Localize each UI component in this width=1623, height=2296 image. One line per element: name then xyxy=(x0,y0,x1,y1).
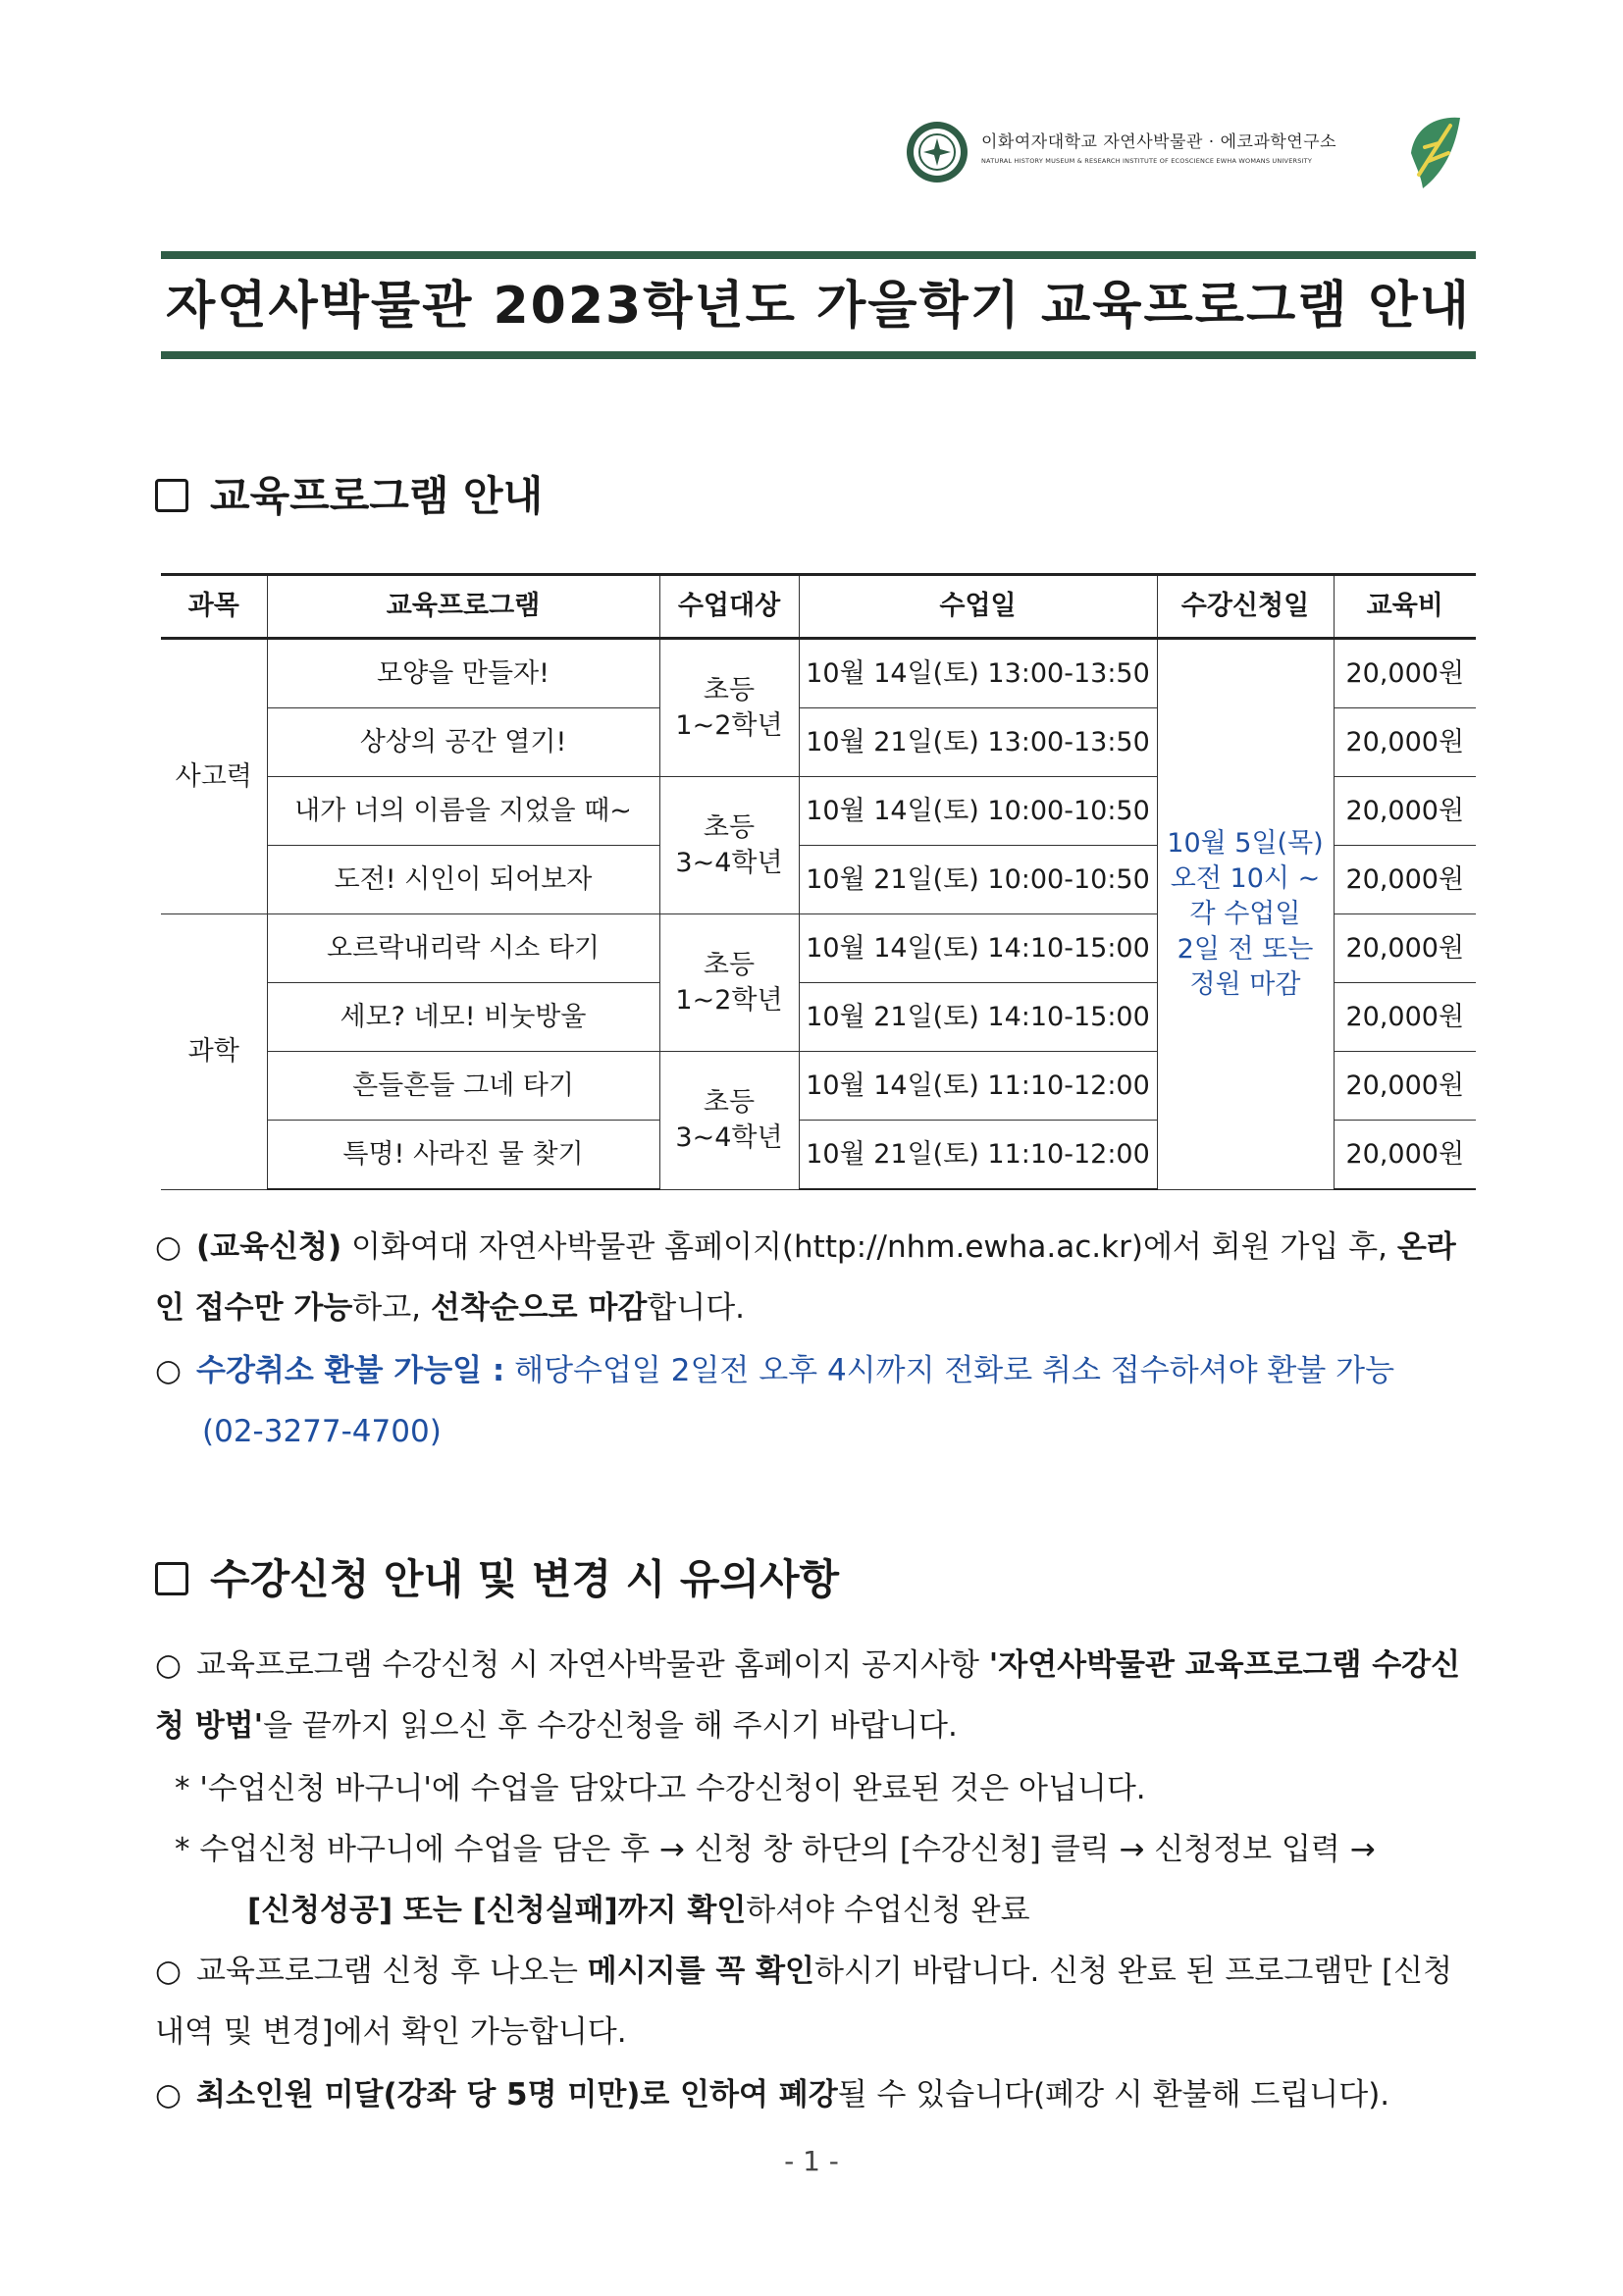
notice-text: 하시기 바랍니다. 신청 완료 된 프로그램만 [신청내역 및 변경]에서 확인 가능합니다. xyxy=(155,1954,1453,2050)
notice-text: 교육프로그램 신청 후 나오는 xyxy=(196,1954,588,1989)
notice-item-2 xyxy=(155,1941,1480,2062)
date-cell: 10월 14일(토) 10:00-10:50 xyxy=(799,777,1157,846)
apply-label: (교육신청) xyxy=(196,1229,342,1265)
sub-note-1: * '수업신청 바구니'에 수업을 담았다고 수강신청이 완료된 것은 아닙니다. xyxy=(175,1771,1146,1806)
refund-note xyxy=(155,1340,1480,1462)
fee-cell: 20,000원 xyxy=(1334,708,1476,777)
subject-cell: 과학 xyxy=(161,914,267,1190)
section-heading-text: 수강신청 안내 및 변경 시 유의사항 xyxy=(210,1555,840,1603)
date-cell: 10월 21일(토) 10:00-10:50 xyxy=(799,846,1157,914)
table-header-row xyxy=(161,575,1476,639)
notice-bold: 폐강 xyxy=(778,2077,838,2113)
program-cell: 상상의 공간 열기! xyxy=(267,708,659,777)
program-cell: 오르락내리락 시소 타기 xyxy=(267,914,659,983)
circle-bullet-icon: ○ xyxy=(155,1229,183,1265)
institution-name: 이화여자대학교 자연사박물관 · 에코과학연구소 xyxy=(981,132,1337,152)
notice-text: 교육프로그램 수강신청 시 자연사박물관 홈페이지 공지사항 xyxy=(196,1647,989,1683)
checkbox-square-icon xyxy=(155,479,188,512)
header-logo xyxy=(905,114,1454,192)
program-cell: 모양을 만들자! xyxy=(267,639,659,708)
sub-note-bold: [신청성공] 또는 [신청실패]까지 확인 xyxy=(247,1893,747,1928)
fee-cell: 20,000원 xyxy=(1334,846,1476,914)
university-seal-icon xyxy=(905,120,969,184)
header-cell: 과목 xyxy=(161,575,267,639)
date-cell: 10월 21일(토) 14:10-15:00 xyxy=(799,983,1157,1052)
program-cell: 세모? 네모! 비눗방울 xyxy=(267,983,659,1052)
apply-text: 합니다. xyxy=(647,1290,745,1326)
title-bar-top xyxy=(161,251,1476,259)
fee-cell: 20,000원 xyxy=(1334,914,1476,983)
circle-bullet-icon: ○ xyxy=(155,2077,183,2113)
apply-text: 이화여대 자연사박물관 홈페이지(http://nhm.ewha.ac.kr)에서 회원 가입 후, xyxy=(341,1229,1397,1265)
fee-cell: 20,000원 xyxy=(1334,1121,1476,1190)
apply-note xyxy=(155,1217,1480,1338)
registration-cell: 10월 5일(목) 오전 10시 ~ 각 수업일 2일 전 또는 정원 마감 xyxy=(1157,639,1334,1190)
section-heading-programs xyxy=(155,469,543,524)
target-cell: 초등 1~2학년 xyxy=(659,639,799,777)
program-table xyxy=(161,573,1476,1190)
fee-cell: 20,000원 xyxy=(1334,777,1476,846)
fee-cell: 20,000원 xyxy=(1334,639,1476,708)
circle-bullet-icon: ○ xyxy=(155,1647,183,1683)
leaf-logo-icon xyxy=(1405,114,1462,192)
subject-cell: 사고력 xyxy=(161,639,267,914)
header-cell: 교육비 xyxy=(1334,575,1476,639)
section-heading-notice xyxy=(155,1552,839,1607)
date-cell: 10월 21일(토) 11:10-12:00 xyxy=(799,1121,1157,1190)
program-cell: 흔들흔들 그네 타기 xyxy=(267,1052,659,1121)
notice-bold: '자연사박물관 교육프로그램 수강신청 방법' xyxy=(155,1647,1461,1744)
circle-bullet-icon: ○ xyxy=(155,1954,183,1989)
header-cell: 수업일 xyxy=(799,575,1157,639)
date-cell: 10월 14일(토) 13:00-13:50 xyxy=(799,639,1157,708)
page-title: 자연사박물관 2023학년도 가을학기 교육프로그램 안내 xyxy=(165,277,1471,336)
section-heading-text: 교육프로그램 안내 xyxy=(210,472,544,520)
target-cell: 초등 1~2학년 xyxy=(659,914,799,1052)
fee-cell: 20,000원 xyxy=(1334,1052,1476,1121)
target-cell: 초등 3~4학년 xyxy=(659,1052,799,1190)
notice-text: 을 끝까지 읽으신 후 수강신청을 해 주시기 바랍니다. xyxy=(263,1708,958,1744)
sub-note-2 xyxy=(175,1819,1480,1941)
notice-bold: 메시지를 꼭 확인 xyxy=(587,1954,814,1989)
checkbox-square-icon xyxy=(155,1562,188,1595)
apply-bold-online: 온라인 접수만 가능 xyxy=(155,1229,1456,1326)
header-cell: 수업대상 xyxy=(659,575,799,639)
program-cell: 도전! 시인이 되어보자 xyxy=(267,846,659,914)
notice-item-1 xyxy=(155,1635,1480,1756)
page-number: - 1 - xyxy=(784,2145,839,2177)
program-cell: 내가 너의 이름을 지었을 때~ xyxy=(267,777,659,846)
target-cell: 초등 3~4학년 xyxy=(659,777,799,914)
institution-name-en: NATURAL HISTORY MUSEUM & RESEARCH INSTITUTE OF ECOSCIENCE EWHA WOMANS UNIVERSITY xyxy=(981,157,1313,165)
apply-text: 하고, xyxy=(352,1290,431,1326)
title-bar-bottom xyxy=(161,351,1476,359)
apply-bold-first-come: 선착순으로 마감 xyxy=(430,1290,648,1326)
header-cell: 교육프로그램 xyxy=(267,575,659,639)
date-cell: 10월 21일(토) 13:00-13:50 xyxy=(799,708,1157,777)
refund-phone: (02-3277-4700) xyxy=(202,1414,442,1449)
notice-item-3 xyxy=(155,2064,1480,2125)
fee-cell: 20,000원 xyxy=(1334,983,1476,1052)
table-row xyxy=(161,639,1476,708)
date-cell: 10월 14일(토) 11:10-12:00 xyxy=(799,1052,1157,1121)
sub-note-text: * 수업신청 바구니에 수업을 담은 후 → 신청 창 하단의 [수강신청] 클릭 → 신청정보 입력 → xyxy=(175,1832,1376,1867)
refund-label: 수강취소 환불 가능일 : xyxy=(196,1353,505,1388)
circle-bullet-icon: ○ xyxy=(155,1353,183,1388)
sub-note-text: 하셔야 수업신청 완료 xyxy=(746,1893,1030,1928)
date-cell: 10월 14일(토) 14:10-15:00 xyxy=(799,914,1157,983)
header-cell: 수강신청일 xyxy=(1157,575,1334,639)
notice-bold: 최소인원 미달(강좌 당 5명 미만)로 인하여 xyxy=(196,2077,779,2113)
program-cell: 특명! 사라진 물 찾기 xyxy=(267,1121,659,1190)
refund-text: 해당수업일 2일전 오후 4시까지 전화로 취소 접수하셔야 환불 가능 xyxy=(504,1353,1395,1388)
notice-text: 될 수 있습니다(폐강 시 환불해 드립니다). xyxy=(837,2077,1390,2113)
